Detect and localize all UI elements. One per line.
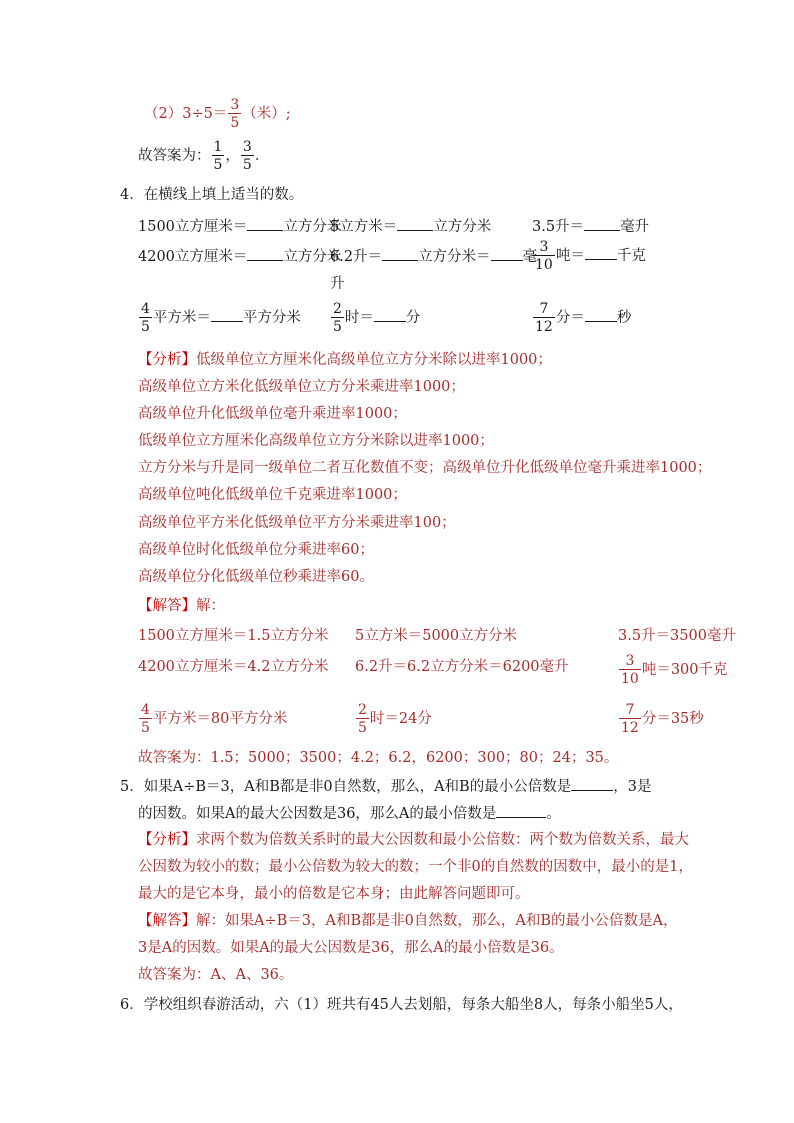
q4-analysis-line: 低级单位立方厘米化高级单位立方分米除以进率1000； [138,433,494,449]
answer-blank[interactable] [211,307,243,322]
analysis-tag: 【分析】 [138,352,196,368]
q4-answer-r3c2: $\frac{2}{5}$ 时＝24分 [358,702,432,736]
q4-analysis-line: 高级单位升化低级单位毫升乘进率1000； [138,406,407,422]
answer-blank[interactable] [382,246,418,261]
answer-blank[interactable] [585,245,617,260]
q4-answer-r2c2: 6.2升＝6.2立方分米＝6200毫升 [355,659,569,675]
q4-answer-r1c1: 1500立方厘米＝1.5立方分米 [138,628,329,644]
question-5-line-2: 的因数。如果A的最大公因数是36，那么A的最小倍数是 。 [138,803,561,824]
q4-analysis-line: 高级单位吨化低级单位千克乘进率1000； [138,487,407,503]
q4-item-r3c3: $\frac{7}{12}$ 分＝ 秒 [535,301,632,335]
fraction: $\frac{2}{5}$ [358,702,367,736]
q4-item-r2c1: 4200立方厘米＝ 立方分米 [138,245,341,266]
q4-item-r1c2: 5立方米＝ 立方分米 [330,215,491,236]
answer-blank[interactable] [247,216,283,231]
analysis-tag: 【分析】 [138,832,196,848]
answer-blank[interactable] [584,216,620,231]
answer-blank[interactable] [397,216,433,231]
fraction: $\frac{7}{12}$ [621,702,639,736]
q5-analysis-line: 最大的是它本身，最小的倍数是它本身；由此解答问题即可。 [138,886,530,902]
answer-blank[interactable] [247,246,283,261]
answer-blank[interactable] [585,307,617,322]
q4-analysis-line: 【分析】低级单位立方厘米化高级单位立方分米除以进率1000； [138,352,552,368]
answer-label: 故答案为： [138,148,211,164]
q4-answer-r1c2: 5立方米＝5000立方分米 [355,628,518,644]
q4-item-r2c2-wrap: 升 [330,276,345,292]
fraction: $\frac{3}{5}$ [242,139,252,173]
question-5-line-1: 5．如果A÷B＝3，A和B都是非0自然数，那么，A和B的最小公倍数是 ，3是 [120,776,651,797]
fraction: $\frac{3}{5}$ [230,97,240,131]
question-number: 5． [120,779,144,795]
q4-analysis-line: 高级单位立方米化低级单位立方分米乘进率1000； [138,379,465,395]
q4-item-r3c1: $\frac{4}{5}$ 平方米＝ 平方分米 [141,301,301,335]
answer-blank[interactable] [571,776,613,791]
fraction: $\frac{3}{10}$ [535,239,553,273]
q4-analysis-line: 立方分米与升是同一级单位二者互化数值不变；高级单位升化低级单位毫升乘进率1000； [138,460,712,476]
q4-answer-r1c3: 3.5升＝3500毫升 [618,628,736,644]
q5-analysis-line: 【分析】求两个数为倍数关系时的最大公因数和最小公倍数：两个数为倍数关系，最大 [138,832,689,848]
answer-blank[interactable] [496,803,546,818]
q4-answer-r3c1: $\frac{4}{5}$ 平方米＝80平方分米 [141,702,288,736]
q4-item-r2c2: 6.2升＝ 立方分米＝ 毫 [330,245,537,266]
question-4-prompt [120,185,303,205]
question-6-line-1: 6．学校组织春游活动，六（1）班共有45人去划船，每条大船坐8人，每条小船坐5人， [120,997,683,1013]
solution-expression: （2）3÷5＝ [144,106,228,122]
q4-answer-r2c3: $\frac{3}{10}$ 吨＝300千克 [621,653,728,687]
q4-item-r2c3: $\frac{3}{10}$ 吨＝ 千克 [535,239,646,273]
solution-line-2 [144,98,291,130]
q4-item-r1c1: 1500立方厘米＝ 立方分米 [138,215,341,236]
fraction: $\frac{1}{5}$ [213,139,223,173]
q4-final-answer: 故答案为：1.5；5000；3500；4.2；6.2，6200；300；80；24；35。 [138,750,619,766]
q5-analysis-line: 公因数为较小的数；最小公倍数为较大的数；一个非0的自然数的因数中，最小的是1， [138,859,693,875]
fraction: $\frac{4}{5}$ [141,301,150,335]
answer-summary: 故答案为： $\frac{1}{5}$ ， $\frac{3}{5}$ ． [138,139,270,173]
q4-answer-r3c3: $\frac{7}{12}$ 分＝35秒 [621,702,704,736]
question-number: 4． [120,187,144,203]
q4-answer-heading: 【解答】解： [138,598,225,614]
q4-analysis-line: 高级单位分化低级单位秒乘进率60。 [138,569,374,585]
question-number: 6． [120,997,144,1013]
fraction: $\frac{3}{10}$ [621,653,639,687]
q5-answer-line: 3是A的因数。如果A的最大公因数是36，那么A的最小倍数是36。 [138,940,564,956]
q4-item-r1c3: 3.5升＝ 毫升 [532,215,649,236]
answer-tag: 【解答】 [138,598,196,614]
answer-blank[interactable] [491,246,523,261]
q5-answer-line: 【解答】解：如果A÷B＝3，A和B都是非0自然数，那么，A和B的最小公倍数是A， [138,913,678,929]
q4-analysis-line: 高级单位平方米化低级单位平方分米乘进率100； [138,515,456,531]
solution-unit: （米）; [242,106,291,122]
q5-final-answer: 故答案为：A、A、36。 [138,967,294,983]
answer-tag: 【解答】 [138,913,196,929]
question-text: 在横线上填上适当的数。 [143,187,304,203]
answer-blank[interactable] [374,307,406,322]
fraction: $\frac{2}{5}$ [333,301,342,335]
q4-answer-r2c1: 4200立方厘米＝4.2立方分米 [138,659,329,675]
fraction: $\frac{7}{12}$ [535,301,553,335]
q4-item-r3c2: $\frac{2}{5}$ 时＝ 分 [333,301,421,335]
fraction: $\frac{4}{5}$ [141,702,150,736]
q4-analysis-line: 高级单位时化低级单位分乘进率60； [138,542,374,558]
